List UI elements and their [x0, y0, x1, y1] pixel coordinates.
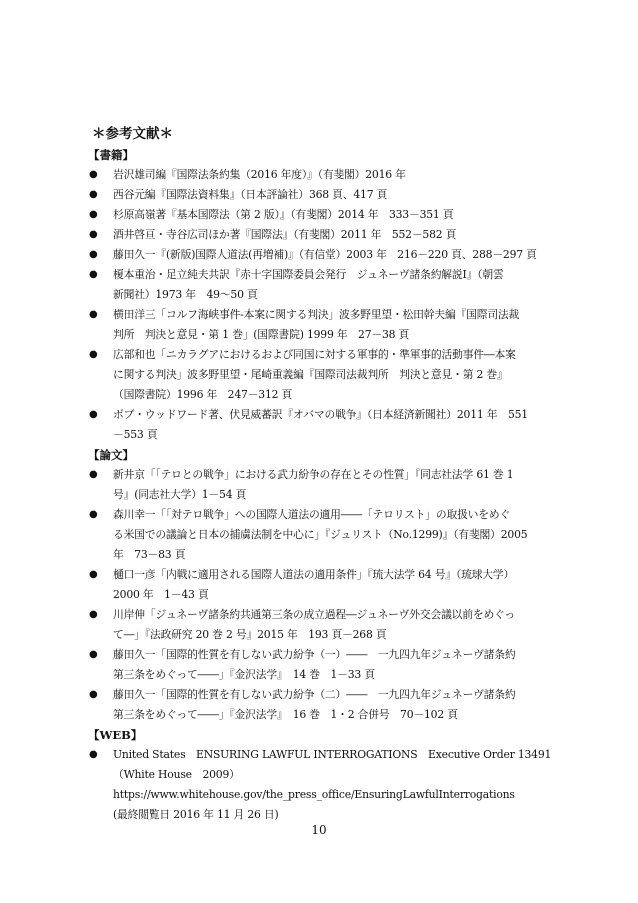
section-heading: 【WEB】	[88, 728, 143, 742]
reference-entry	[88, 265, 558, 285]
bullet-icon: ●	[89, 169, 98, 180]
reference-entry	[88, 305, 558, 325]
reference-text: 藤田久一「国際的性質を有しない武力紛争（二）―― 一九四九年ジュネーヴ諸条約	[113, 688, 516, 701]
reference-entry	[88, 185, 558, 205]
reference-text: 2000 年 1－43 頁	[113, 588, 209, 601]
bullet-icon: ●	[89, 689, 98, 700]
bullet-icon: ●	[89, 209, 98, 220]
bullet-icon: ●	[89, 249, 98, 260]
reference-entry-continuation	[88, 545, 558, 565]
reference-entry-continuation	[88, 805, 558, 825]
reference-text: 岩沢雄司編『国際法条約集（2016 年度）』（有斐閣）2016 年	[113, 168, 406, 181]
bullet-icon: ●	[89, 229, 98, 240]
reference-text: https://www.whitehouse.gov/the_press_office/EnsuringLawfulInterrogations	[113, 788, 515, 801]
reference-text: 西谷元編『国際法資料集』（日本評論社）368 頁、417 頁	[113, 188, 388, 201]
bullet-icon: ●	[89, 189, 98, 200]
reference-text: に関する判決」波多野里望・尾崎重義編『国際司法裁判所 判決と意見・第 2 巻』	[113, 368, 508, 381]
bullet-icon: ●	[89, 569, 98, 580]
reference-entry-continuation	[88, 765, 558, 785]
reference-text: 川岸伸「ジュネーヴ諸条約共通第三条の成立過程―ジュネーヴ外交会議以前をめぐっ	[113, 608, 516, 621]
reference-entry	[88, 685, 558, 705]
reference-entry-continuation	[88, 325, 558, 345]
page-number: 10	[311, 823, 327, 837]
bullet-icon: ●	[89, 409, 98, 420]
reference-entry	[88, 225, 558, 245]
reference-entry	[88, 745, 558, 765]
reference-text: る米国での議論と日本の捕虜法制を中心に」『ジュリスト（No.1299)』（有斐閣）2005	[113, 528, 528, 541]
reference-entry	[88, 565, 558, 585]
bullet-icon: ●	[89, 649, 98, 660]
bullet-icon: ●	[89, 609, 98, 620]
reference-entry	[88, 645, 558, 665]
reference-text: 杉原高嶺著『基本国際法（第 2 版）』（有斐閣）2014 年 333－351 頁	[113, 208, 454, 221]
reference-list	[88, 123, 558, 825]
reference-text: て―」『法政研究 20 巻 2 号』2015 年 193 頁－268 頁	[113, 628, 387, 641]
bullet-icon: ●	[89, 309, 98, 320]
reference-entry	[88, 245, 558, 265]
reference-text: （White House 2009）	[113, 768, 240, 781]
bullet-icon: ●	[89, 749, 98, 760]
reference-text: 第三条をめぐって――」『金沢法学』 16 巻 1・2 合併号 70－102 頁	[113, 708, 458, 721]
reference-entry	[88, 505, 558, 525]
reference-entry-continuation	[88, 625, 558, 645]
reference-entry	[88, 465, 558, 485]
reference-entry-continuation	[88, 385, 558, 405]
reference-text: ボブ・ウッドワード著、伏見威蕃訳『オバマの戦争』（日本経済新聞社）2011 年 551	[113, 408, 528, 421]
reference-entry-continuation	[88, 665, 558, 685]
bullet-icon: ●	[89, 269, 98, 280]
reference-text: 第三条をめぐって――」『金沢法学』 14 巻 1－33 頁	[113, 668, 375, 681]
reference-text: 年 73－83 頁	[113, 548, 186, 561]
reference-text: 号』(同志社大学）1－54 頁	[113, 488, 247, 501]
reference-entry-continuation	[88, 585, 558, 605]
references-heading: ＊参考文献＊	[92, 126, 173, 142]
reference-text: 新聞社）1973 年 49～50 頁	[113, 288, 258, 301]
reference-entry-continuation	[88, 365, 558, 385]
reference-text: 榎本重治・足立純夫共訳『赤十字国際委員会発行 ジュネーヴ諸条約解説Ⅰ』（朝雲	[113, 268, 504, 281]
reference-entry	[88, 205, 558, 225]
reference-text: 酒井啓亘・寺谷広司ほか著『国際法』（有斐閣）2011 年 552－582 頁	[113, 228, 457, 241]
reference-entry	[88, 345, 558, 365]
reference-entry-continuation	[88, 285, 558, 305]
bullet-icon: ●	[89, 509, 98, 520]
reference-text: 樋口一彦「内戦に適用される国際人道法の適用条件」『琉大法学 64 号』（琉球大学）	[113, 568, 515, 581]
reference-entry-continuation	[88, 425, 558, 445]
section-heading: 【書籍】	[88, 148, 134, 162]
reference-text: 藤田久一「国際的性質を有しない武力紛争（一）―― 一九四九年ジュネーヴ諸条約	[113, 648, 516, 661]
reference-entry	[88, 405, 558, 425]
reference-entry-continuation	[88, 785, 558, 805]
bullet-icon: ●	[89, 469, 98, 480]
reference-text: 判所 判決と意見・第 1 巻」(国際書院) 1999 年 27－38 頁	[113, 328, 410, 341]
reference-entry-continuation	[88, 525, 558, 545]
reference-text: 広部和也「ニカラグアにおけるおよび同国に対する軍事的・準軍事的活動事件―本案	[113, 348, 516, 361]
reference-entry	[88, 605, 558, 625]
reference-text: －553 頁	[113, 428, 158, 441]
section-heading: 【論文】	[88, 448, 134, 462]
reference-text: (最終閲覧日 2016 年 11 月 26 日)	[113, 808, 279, 821]
reference-text: （国際書院）1996 年 247－312 頁	[113, 388, 293, 401]
reference-entry-continuation	[88, 705, 558, 725]
reference-text: 藤田久一『(新版)国際人道法(再増補)』（有信堂）2003 年 216－220 頁、288－297 頁	[113, 248, 537, 261]
reference-text: United States ENSURING LAWFUL INTERROGATIONS Executive Order 13491	[113, 748, 552, 761]
reference-text: 横田洋三「コルフ海峡事件-本案に関する判決」波多野里望・松田幹夫編『国際司法裁	[113, 308, 520, 321]
reference-entry	[88, 165, 558, 185]
reference-text: 森川幸一「「対テロ戦争」への国際人道法の適用――「テロリスト」の取扱いをめぐ	[113, 508, 511, 521]
reference-text: 新井京「「テロとの戦争」における武力紛争の存在とその性質」『同志社法学 61 巻 1	[113, 468, 514, 481]
bullet-icon: ●	[89, 349, 98, 360]
reference-entry-continuation	[88, 485, 558, 505]
